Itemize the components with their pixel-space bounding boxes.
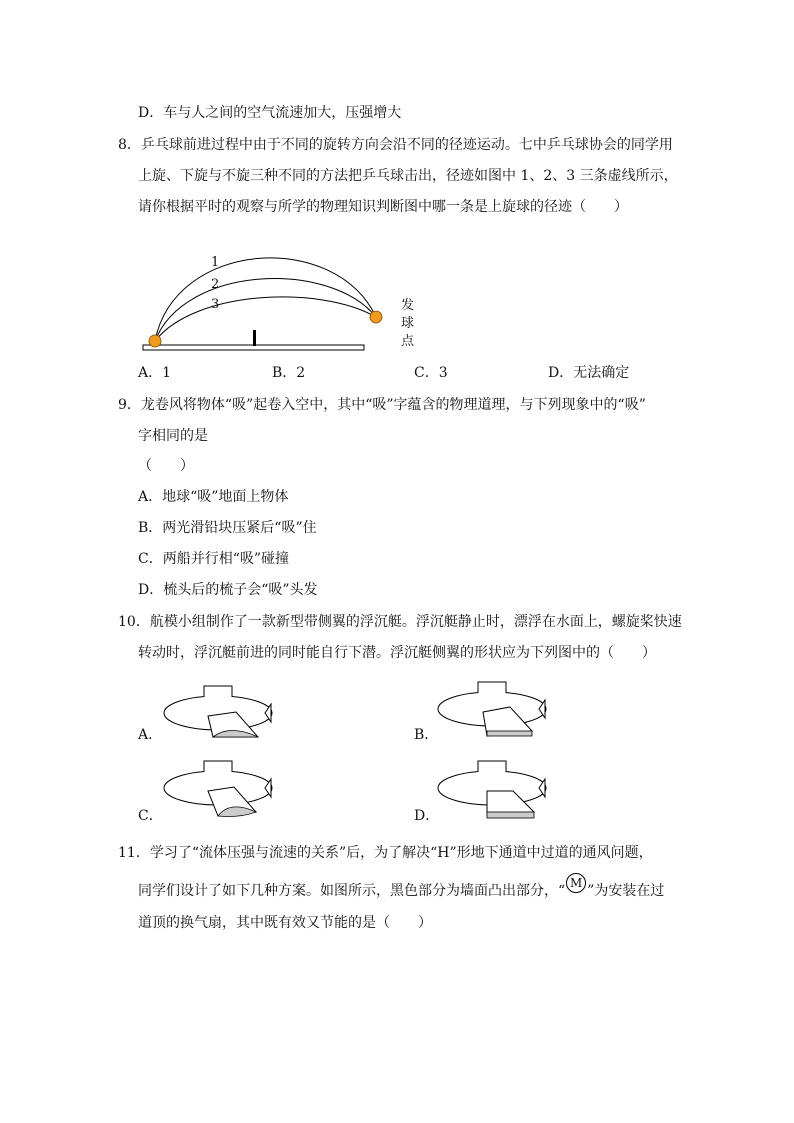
q9-answer-bracket: （ ） <box>138 458 194 474</box>
q8-option-c: C．3 <box>414 365 448 381</box>
q9-stem-line2: 字相同的是 <box>138 428 208 444</box>
q10-option-b-label: B． <box>414 727 439 743</box>
q10-option-a-label: A． <box>138 727 163 743</box>
q10-option-d-label: D． <box>414 808 440 824</box>
q11-stem-line2-part1: 同学们设计了如下几种方案。如图所示，黑色部分为墙面凸出部分，“ <box>138 883 566 899</box>
fan-symbol-icon: M <box>566 873 586 893</box>
q9-stem-line1: 9．龙卷风将物体“吸”起卷入空中，其中“吸”字蕴含的物理道理，与下列现象中的“吸” <box>118 397 646 413</box>
q10-stem-line1: 10．航模小组制作了一款新型带侧翼的浮沉艇。浮沉艇静止时，漂浮在水面上，螺旋桨快速 <box>118 614 682 630</box>
q8-stem-line3: 请你根据平时的观察与所学的物理知识判断图中哪一条是上旋球的径迹（ ） <box>138 199 628 215</box>
serve-point-label-2: 球 <box>401 316 415 331</box>
submarine-d <box>438 761 546 818</box>
submarine-b <box>438 682 546 736</box>
trajectory-label-1: 1 <box>211 255 220 270</box>
trajectory-label-3: 3 <box>211 297 220 312</box>
q11-stem-line3: 道顶的换气扇，其中既有效又节能的是（ ） <box>138 915 432 931</box>
submarine-c <box>164 761 272 817</box>
q8-option-a: A．1 <box>138 365 172 381</box>
q11-stem-line1: 11．学习了“流体压强与流速的关系”后，为了解决“H”形地下通道中过道的通风问题， <box>118 845 653 861</box>
q9-option-a: A．地球“吸”地面上物体 <box>138 489 289 505</box>
serve-point-label-1: 发 <box>401 298 415 313</box>
q7-option-d: D．车与人之间的空气流速加大，压强增大 <box>138 105 402 121</box>
q8-stem-line1: 8．乒乓球前进过程中由于不同的旋转方向会沿不同的径迹运动。七中乒乓球协会的同学用 <box>118 137 673 153</box>
submarine-a <box>164 686 272 737</box>
q8-option-b: B．2 <box>272 365 306 381</box>
q8-stem-line2: 上旋、下旋与不旋三种不同的方法把乒乓球击出，径迹如图中 1、2、3 三条虚线所示， <box>138 168 678 184</box>
q8-option-d: D．无法确定 <box>548 365 630 381</box>
q10-option-c-label: C． <box>138 808 163 824</box>
serve-point-label-3: 点 <box>401 334 415 349</box>
trajectory-label-2: 2 <box>211 277 220 292</box>
q11-stem-line2-part2: ”为安装在过 <box>587 883 665 899</box>
q9-option-b: B．两光滑铅块压紧后“吸”住 <box>138 520 317 536</box>
q9-option-c: C．两船并行相“吸”碰撞 <box>138 551 290 567</box>
q9-option-d: D．梳头后的梳子会“吸”头发 <box>138 582 318 598</box>
q11-stem-line2 <box>138 876 665 901</box>
q10-stem-line2: 转动时，浮沉艇前进的同时能自行下潜。浮沉艇侧翼的形状应为下列图中的（ ） <box>138 645 656 661</box>
